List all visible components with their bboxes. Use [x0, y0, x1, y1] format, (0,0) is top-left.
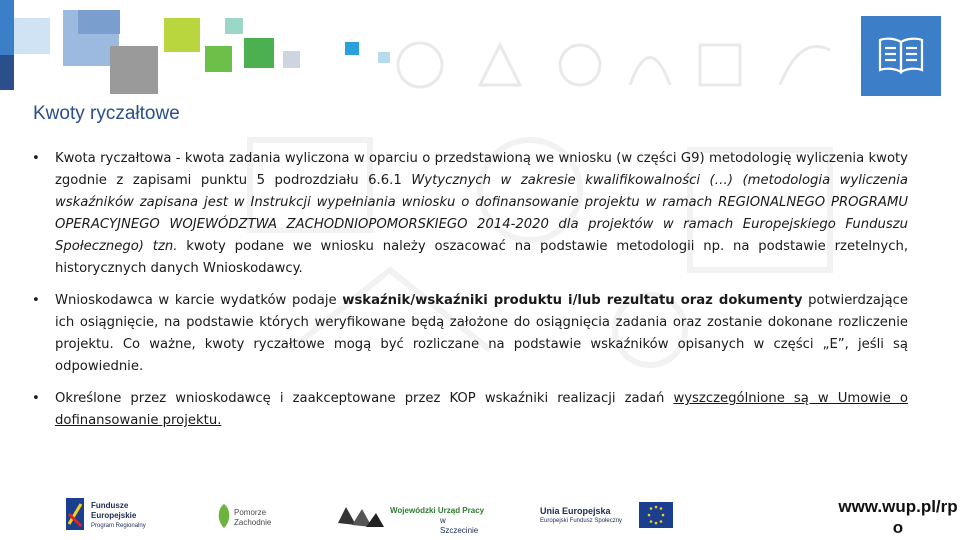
- fe-line-1: Fundusze: [91, 501, 129, 510]
- fundusze-europejskie-logo: [66, 496, 166, 532]
- wup-logo: [336, 500, 486, 535]
- eu-logo: [540, 500, 680, 532]
- leaf-icon: [216, 502, 232, 530]
- bullet-1-tail: kwoty podane we wniosku należy oszacować na podstawie metodologii np. na podstawie rzetelnych, historycznych danych Wnioskodawcy.: [55, 239, 909, 276]
- bullet-2-text: Wnioskodawca w karcie wydatków podaje: [55, 293, 343, 308]
- wup-blocks-icon: [336, 503, 386, 529]
- eu-line-1: Unia Europejska: [540, 506, 611, 516]
- slide-title: Kwoty ryczałtowe: [33, 103, 180, 124]
- bullet-kwota-ryczaltowa: [32, 148, 908, 280]
- pomorze-zachodnie-logo: [216, 500, 286, 532]
- background-pattern-icons: [380, 30, 860, 110]
- website-link[interactable]: www.wup.pl/rpo: [838, 497, 958, 537]
- bullet-2-bold: wskaźnik/wskaźniki produktu i/lub rezultatu oraz dokumenty: [342, 293, 803, 308]
- bullet-1-text: Kwota ryczałtowa - kwota zadania wyliczona w oparciu o przedstawioną we wniosku (w części G9) metodologię wyliczenia kwoty zgodnie z zapisami punktu 5 podrozdziału 6.6.1: [55, 151, 908, 188]
- open-book-icon: [877, 36, 925, 76]
- pz-line-2: Zachodnie: [234, 518, 272, 527]
- eu-flag-icon: [639, 502, 673, 528]
- fe-star-icon: [66, 496, 86, 532]
- pz-line-1: Pomorze: [234, 508, 267, 517]
- bullet-3-underlined: wyszczególnione są w Umowie o dofinansowanie projektu.: [55, 391, 908, 428]
- bullet-wnioskodawca: [32, 290, 908, 378]
- fe-line-3: Program Regionalny: [91, 523, 146, 529]
- fe-line-2: Europejskie: [91, 511, 137, 520]
- bullet-2-tail: potwierdzające ich osiągnięcie, na podstawie których weryfikowane będą założone do osiągnięcia zadania oraz zostanie dokonane rozliczenie projektu. Co ważne, kwoty ryczałtowe mogą być rozliczane na podstawie wskaźników opisanych w części „E”, jeśli są odpowiednie.: [55, 293, 908, 374]
- bullet-1-italic-reference: Wytycznych w zakresie kwalifikowalności (…) (metodologia wyliczenia wskaźników zapisana jest w Instrukcji wypełniania wniosku o dofinansowanie projektu w ramach REGIONALNEGO PROGRAMU OPERACYJNEGO WOJEWÓDZTWA ZACHODNIOPOMORSKIEGO 2014-2020 dla projektów w ramach Europejskiego Funduszu Społecznego) tzn.: [55, 173, 908, 254]
- wup-line-1: Wojewódzki Urząd Pracy: [390, 506, 485, 515]
- bullet-wskazniki: [32, 388, 908, 432]
- book-tile: [861, 16, 941, 96]
- wup-line-2: w Szczecinie: [440, 516, 479, 535]
- bullet-3-text: Określone przez wnioskodawcę i zaakceptowane przez KOP wskaźniki realizacji zadań: [55, 391, 674, 406]
- eu-line-2: Europejski Fundusz Społeczny: [540, 518, 623, 524]
- slide-body: [32, 148, 908, 442]
